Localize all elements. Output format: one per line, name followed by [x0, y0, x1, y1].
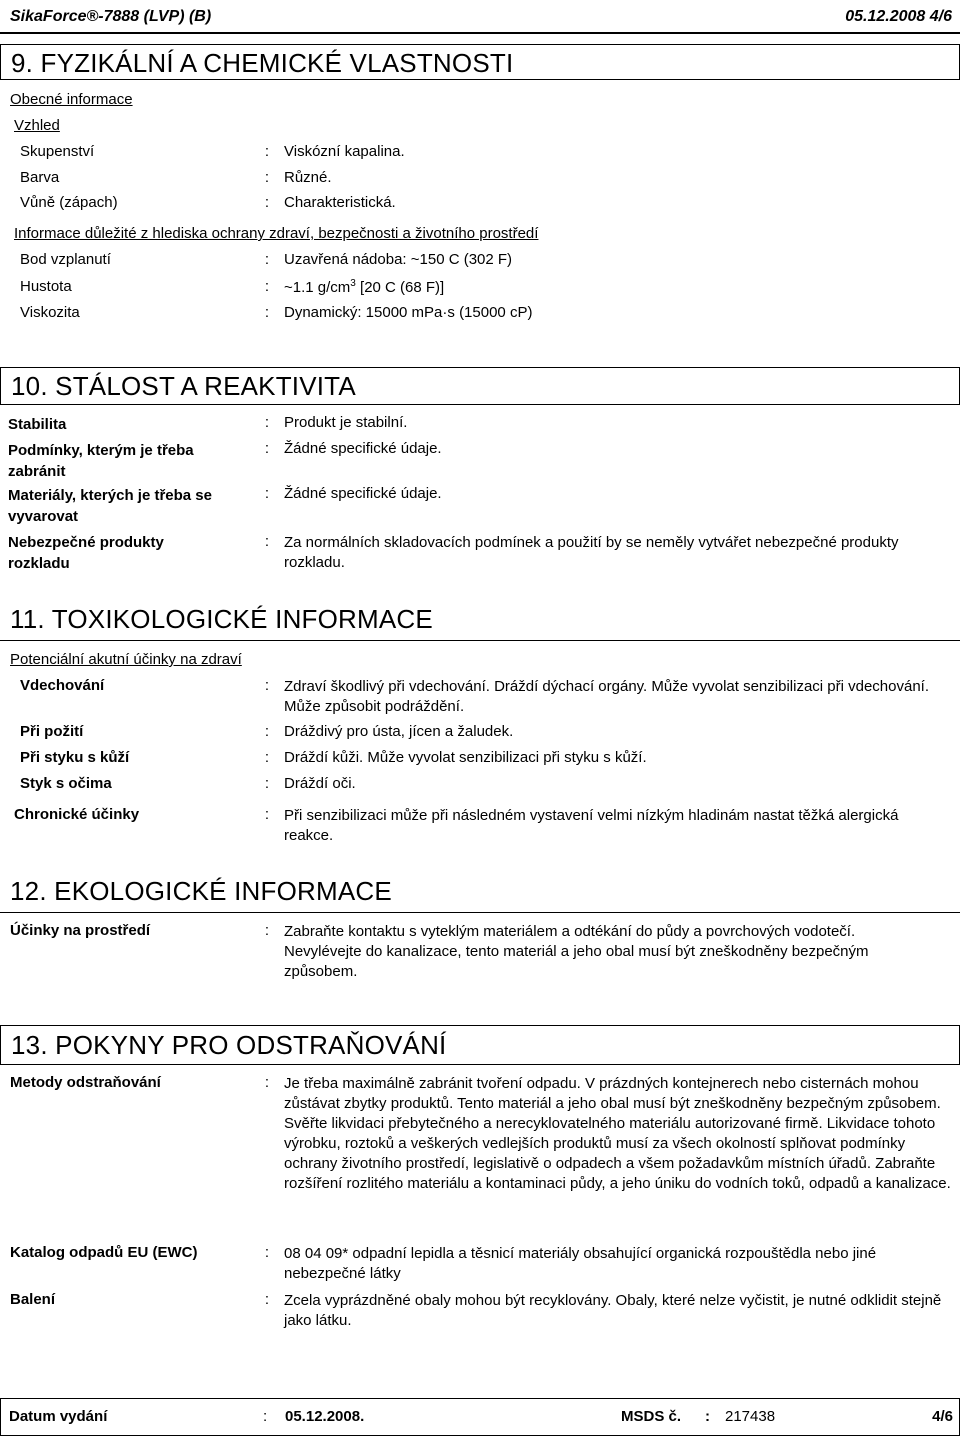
colon: :	[264, 278, 270, 295]
issued-value: 05.12.2008.	[285, 1408, 365, 1425]
row-label: Podmínky, kterým je třeba zabránit	[8, 442, 194, 480]
row-value: Produkt je stabilní.	[284, 414, 408, 431]
colon: :	[264, 749, 270, 766]
msds-label: MSDS č.	[621, 1408, 682, 1425]
colon: :	[264, 251, 270, 268]
colon: :	[264, 1074, 270, 1091]
section-13-title: 13. POKYNY PRO ODSTRAŇOVÁNÍ	[11, 1030, 447, 1060]
colon: :	[263, 1408, 268, 1425]
row-value: 08 04 09* odpadní lepidla a těsnicí materiály obsahující organická rozpouštědla nebo jiné nebezpečné látky	[284, 1245, 877, 1282]
colon: :	[264, 414, 270, 431]
row-label: Nebezpečné produkty rozkladu	[8, 534, 164, 572]
section-13-header	[0, 1025, 960, 1065]
row-value: Viskózní kapalina.	[284, 143, 405, 160]
row-label: Katalog odpadů EU (EWC)	[10, 1244, 198, 1261]
product-name: SikaForce®-7888 (LVP) (B)	[10, 8, 212, 25]
issued-label: Datum vydání	[9, 1408, 108, 1425]
colon: :	[264, 677, 270, 694]
section-11-divider	[0, 640, 960, 641]
chronic-label: Chronické účinky	[14, 806, 140, 823]
colon: :	[264, 143, 270, 160]
row-value: Dráždivý pro ústa, jícen a žaludek.	[284, 723, 514, 740]
row-label: Bod vzplanutí	[20, 251, 111, 268]
section-10-title: 10. STÁLOST A REAKTIVITA	[11, 371, 356, 401]
row-label: Viskozita	[20, 304, 80, 321]
important-info-heading: Informace důležité z hlediska ochrany zdraví, bezpečnosti a životního prostředí	[14, 225, 539, 242]
row-label: Materiály, kterých je třeba se vyvarovat	[8, 487, 212, 525]
footer	[0, 1398, 960, 1436]
row-label: Metody odstraňování	[10, 1074, 161, 1091]
general-info-heading: Obecné informace	[10, 91, 133, 108]
row-value: Dráždí kůži. Může vyvolat senzibilizaci při styku s kůží.	[284, 749, 647, 766]
colon: :	[264, 1244, 270, 1261]
colon: :	[264, 922, 270, 939]
msds-value: 217438	[725, 1408, 776, 1425]
section-11-title: 11. TOXIKOLOGICKÉ INFORMACE	[10, 604, 433, 634]
row-value: Za normálních skladovacích podmínek a použití by se neměly vytvářet nebezpečné produkty rozkladu.	[284, 534, 899, 571]
header-date-page: 05.12.2008 4/6	[845, 8, 952, 25]
row-label: Balení	[10, 1291, 56, 1308]
row-label: Hustota	[20, 278, 72, 295]
colon: :	[264, 775, 270, 792]
row-label: Při požití	[20, 723, 84, 740]
row-value: Žádné specifické údaje.	[284, 440, 442, 457]
environment-label: Účinky na prostředí	[10, 922, 151, 939]
row-value: ~1.1 $g/cm^3$ [20 C (68 F)]	[284, 278, 445, 296]
colon: :	[264, 1291, 270, 1308]
row-value: Je třeba maximálně zabránit tvoření odpadu. V prázdných kontejnerech nebo cisternách mohou zůstávat zbytky produktů. Tento materiál a jeho obal musí být zneškodněny bezpečným způsobem. Svěřte likvidaci přebytečného a nerecyklovatelného materiálu autorizované firmě. Likvidace tohoto výrobku, roztoků a veškerých vedlejších produktů musí za všech okolností splňovat podmínky ochrany životního prostředí, legislativě o odpadech a všem požadavkům místních úřadů. Zabraňte rozšíření rozlitého materiálu a kontaminaci půdy, a jeho úniku do vodních toků, odpadů a kanalizace.	[284, 1075, 951, 1192]
row-value: Dráždí oči.	[284, 775, 356, 792]
row-label: Barva	[20, 169, 60, 186]
header-divider	[0, 32, 960, 34]
page-number: 4/6	[932, 1408, 953, 1425]
section-9-header	[0, 44, 960, 80]
row-value: Různé.	[284, 169, 332, 186]
colon: :	[705, 1408, 710, 1425]
row-label: Stabilita	[8, 416, 67, 433]
colon: :	[264, 304, 270, 321]
row-value: Zdraví škodlivý při vdechování. Dráždí dýchací orgány. Může vyvolat senzibilizaci při vdechování. Může způsobit podráždění.	[284, 678, 930, 715]
row-value: Dynamický: 15000 mPa·s (15000 cP)	[284, 304, 533, 321]
colon: :	[264, 194, 270, 211]
row-label: Styk s očima	[20, 775, 112, 792]
colon: :	[264, 723, 270, 740]
colon: :	[264, 806, 270, 823]
chronic-value: Při senzibilizaci může při následném vystavení velmi nízkým hladinám nastat těžká alergická reakce.	[284, 807, 899, 844]
section-10-header	[0, 367, 960, 405]
section-12-title: 12. EKOLOGICKÉ INFORMACE	[10, 876, 392, 906]
appearance-heading: Vzhled	[14, 117, 60, 134]
row-value: Charakteristická.	[284, 194, 396, 211]
section-12-divider	[0, 912, 960, 913]
row-value: Uzavřená nádoba: ~150 C (302 F)	[284, 251, 513, 268]
colon: :	[264, 440, 270, 457]
environment-value: Zabraňte kontaktu s vyteklým materiálem a odtékání do půdy a povrchových vodotečí. Nevylévejte do kanalizace, tento materiál a jeho obal musí být zneškodněny bezpečným způsobem.	[284, 923, 869, 980]
row-label: Vdechování	[20, 677, 105, 694]
colon: :	[264, 533, 270, 550]
row-value: Zcela vyprázdněné obaly mohou být recyklovány. Obaly, které nelze vyčistit, je nutné odklidit stejně jako látku.	[284, 1292, 942, 1329]
row-label: Při styku s kůží	[20, 749, 130, 766]
acute-effects-heading: Potenciální akutní účinky na zdraví	[10, 651, 242, 668]
row-label: Skupenství	[20, 143, 95, 160]
section-9-title: 9. FYZIKÁLNÍ A CHEMICKÉ VLASTNOSTI	[11, 48, 514, 78]
row-label: Vůně (zápach)	[20, 194, 118, 211]
colon: :	[264, 485, 270, 502]
colon: :	[264, 169, 270, 186]
row-value: Žádné specifické údaje.	[284, 485, 442, 502]
